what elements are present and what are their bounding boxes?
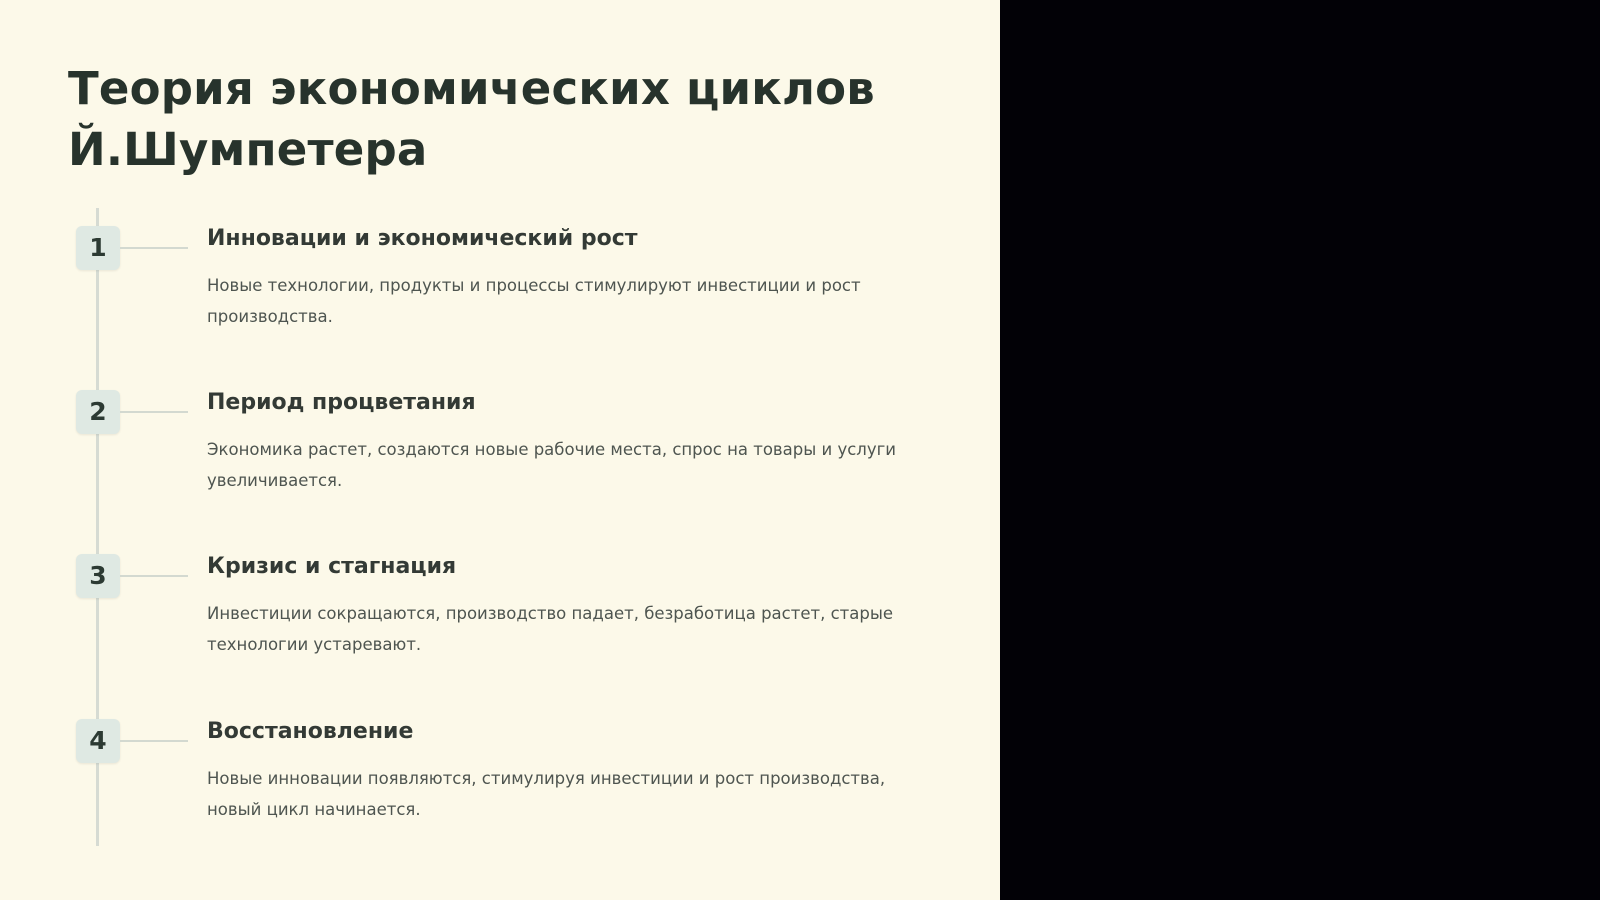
step-number-badge: 2 (76, 390, 120, 434)
step-title: Период процветания (207, 390, 476, 415)
step-connector-line (120, 411, 188, 413)
illustration-panel (1000, 0, 1600, 900)
timeline-step-4 (0, 717, 1000, 847)
step-connector-line (120, 740, 188, 742)
step-description: Новые инновации появляются, стимулируя инвестиции и рост производства, новый цикл начинается. (207, 769, 886, 819)
step-connector-line (120, 247, 188, 249)
step-description: Экономика растет, создаются новые рабочие места, спрос на товары и услуги увеличивается. (207, 440, 897, 490)
step-title: Кризис и стагнация (207, 554, 457, 579)
step-number-badge: 4 (76, 719, 120, 763)
step-description: Новые технологии, продукты и процессы стимулируют инвестиции и рост производства. (207, 276, 861, 326)
step-number-badge: 1 (76, 226, 120, 270)
step-description: Инвестиции сокращаются, производство падает, безработица растет, старые технологии устаревают. (207, 604, 894, 654)
step-number-badge: 3 (76, 554, 120, 598)
timeline-step-2 (0, 388, 1000, 518)
step-title: Инновации и экономический рост (207, 226, 638, 251)
timeline-step-3 (0, 552, 1000, 682)
step-title: Восстановление (207, 719, 414, 744)
page-title: Теория экономических циклов Й.Шумпетера (68, 62, 875, 176)
timeline-step-1 (0, 224, 1000, 354)
step-connector-line (120, 575, 188, 577)
